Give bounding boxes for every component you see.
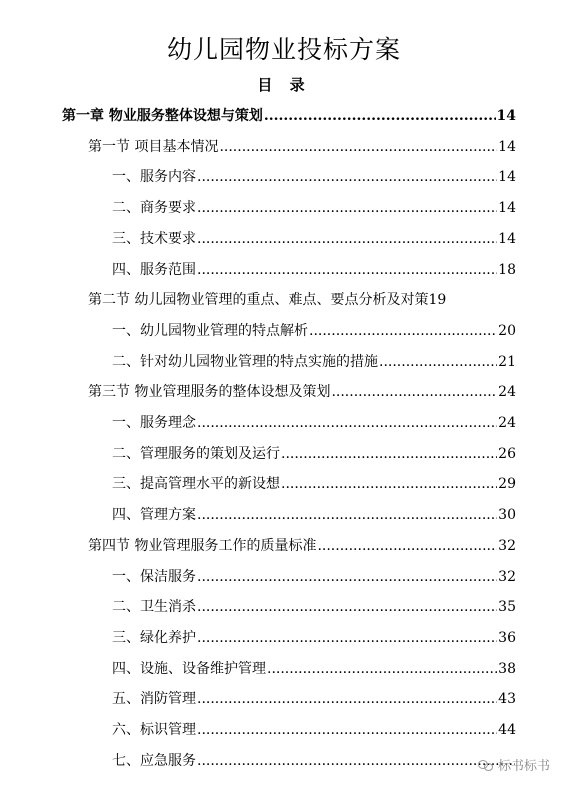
toc-item-entry xyxy=(112,167,516,187)
toc-entry-label: 一、服务理念 xyxy=(112,415,196,431)
toc-entry-page-number: 20 xyxy=(498,322,516,339)
toc-entry-label: 六、标识管理 xyxy=(112,722,196,738)
toc-item-entry xyxy=(112,198,516,218)
toc-entry-label: 第三节 物业管理服务的整体设想及策划 xyxy=(88,384,331,401)
toc-entry-label: 二、商务要求 xyxy=(112,200,196,217)
toc-entry-page-number: 19 xyxy=(428,292,447,309)
toc-entry-label: 三、绿化养护 xyxy=(112,629,196,646)
toc-leader-dots xyxy=(281,474,497,494)
toc-item-entry xyxy=(112,229,516,249)
toc-entry-label: 一、保洁服务 xyxy=(112,568,196,585)
toc-entry-label: 五、消防管理 xyxy=(112,691,196,708)
toc-leader-dots xyxy=(197,689,497,709)
toc-entry-label: 三、提高管理水平的新设想 xyxy=(112,476,280,493)
toc-item-entry xyxy=(112,597,516,617)
toc-entry-label: 第一章 物业服务整体设想与策划 xyxy=(62,108,263,124)
toc-item-entry xyxy=(112,751,516,771)
toc-chapter-entry xyxy=(62,106,516,126)
toc-entry-page-number: 14 xyxy=(498,138,516,155)
toc-leader-dots xyxy=(197,597,497,617)
toc-leader-dots xyxy=(197,198,497,218)
toc-leader-dots xyxy=(197,167,497,187)
toc-entry-page-number: 24 xyxy=(498,384,516,401)
toc-entry-label: 四、服务范围 xyxy=(112,261,196,278)
toc-item-entry xyxy=(112,720,516,740)
toc-item-entry xyxy=(112,689,516,709)
toc-item-entry xyxy=(112,505,516,525)
toc-item-entry xyxy=(112,628,516,648)
toc-entry-label: 二、针对幼儿园物业管理的特点实施的措施 xyxy=(112,353,378,370)
toc-entry-page-number: 30 xyxy=(498,507,516,524)
toc-entry-page-number: 14 xyxy=(498,200,516,217)
toc-leader-dots xyxy=(309,321,497,341)
toc-item-entry xyxy=(112,474,516,494)
toc-section-entry xyxy=(88,290,536,310)
toc-leader-dots xyxy=(197,628,497,648)
toc-entry-label: 第二节 幼儿园物业管理的重点、难点、要点分析及对策 xyxy=(88,292,429,309)
toc-entry-page-number: 21 xyxy=(498,353,516,370)
toc-entry-page-number: 14 xyxy=(498,230,516,247)
toc-entry-page-number: 24 xyxy=(498,415,516,431)
toc-leader-dots xyxy=(197,505,497,525)
toc-entry-page-number: 38 xyxy=(498,660,516,677)
toc-leader-dots xyxy=(197,260,497,280)
toc-leader-dots xyxy=(331,382,497,402)
toc-item-entry xyxy=(112,352,516,372)
toc-leader-dots xyxy=(197,720,497,740)
toc-entry-label: 二、管理服务的策划及运行 xyxy=(112,445,280,462)
toc-item-entry xyxy=(112,659,516,679)
toc-leader-dots xyxy=(379,352,497,372)
toc-entry-label: 第四节 物业管理服务工作的质量标准 xyxy=(88,537,317,554)
toc-leader-dots xyxy=(317,536,497,556)
wechat-icon xyxy=(478,759,494,771)
toc-leader-dots xyxy=(219,137,497,157)
toc-leader-dots xyxy=(197,413,497,433)
toc-section-entry xyxy=(88,536,516,556)
toc-item-entry xyxy=(112,321,516,341)
toc-entry-page-number: 36 xyxy=(498,629,516,646)
toc-entry-page-number: 14 xyxy=(496,108,516,124)
document-title: 幼儿园物业投标方案 xyxy=(166,35,401,64)
toc-entry-page-number: 14 xyxy=(498,169,516,186)
toc-entry-page-number: 26 xyxy=(498,445,516,462)
toc-entry-label: 四、管理方案 xyxy=(112,507,196,524)
toc-leader-dots xyxy=(197,229,497,249)
toc-entry-label: 二、卫生消杀 xyxy=(112,599,196,616)
toc-section-entry xyxy=(88,137,516,157)
toc-item-entry xyxy=(112,260,516,280)
toc-entry-label: 一、幼儿园物业管理的特点解析 xyxy=(112,322,308,339)
toc-entry-page-number: 35 xyxy=(498,599,516,616)
toc-entry-label: 第一节 项目基本情况 xyxy=(88,138,219,155)
toc-leader-dots xyxy=(197,567,497,587)
toc-item-entry xyxy=(112,413,516,433)
toc-entry-page-number: 32 xyxy=(498,568,516,585)
toc-entry-label: 三、技术要求 xyxy=(112,230,196,247)
toc-entry-page-number: 44 xyxy=(498,722,516,738)
toc-entry-page-number: 29 xyxy=(498,476,516,493)
toc-item-entry xyxy=(112,567,516,587)
toc-leader-dots xyxy=(197,751,515,771)
toc-entry-page-number: 32 xyxy=(498,537,516,554)
toc-leader-dots xyxy=(267,659,497,679)
watermark-text: 标书标书 xyxy=(497,759,550,774)
toc-heading: 目 录 xyxy=(257,76,311,94)
toc-entry-label: 七、应急服务 xyxy=(112,752,196,769)
toc-entry-label: 一、服务内容 xyxy=(112,169,196,186)
toc-item-entry xyxy=(112,444,516,464)
watermark xyxy=(478,755,550,774)
toc-leader-dots xyxy=(281,444,497,464)
toc-leader-dots xyxy=(264,106,496,126)
toc-entry-page-number: 43 xyxy=(498,691,516,708)
toc-section-entry xyxy=(88,382,516,402)
toc-entry-label: 四、设施、设备维护管理 xyxy=(112,660,266,677)
toc-entry-page-number: 18 xyxy=(498,261,516,278)
